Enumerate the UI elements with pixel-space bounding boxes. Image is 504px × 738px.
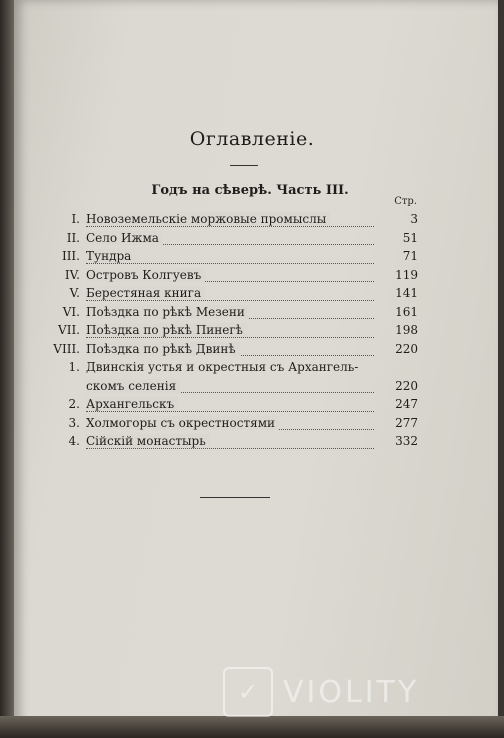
toc-entry-number: IV. <box>64 267 80 282</box>
toc-entry <box>44 321 418 340</box>
title-divider <box>230 165 258 166</box>
toc-entry-number: 3. <box>68 415 80 430</box>
table-of-contents <box>44 210 418 451</box>
toc-entry <box>44 358 418 377</box>
toc-entry-title: скомъ селенія <box>86 379 180 393</box>
toc-entry-page: 247 <box>395 397 418 411</box>
toc-entry-number: 4. <box>68 434 80 448</box>
toc-entry-title: Тундра <box>86 249 135 263</box>
toc-entry-continuation <box>44 377 418 396</box>
toc-entry <box>44 247 418 266</box>
toc-entry-title: Островъ Колгуевъ <box>86 268 205 282</box>
toc-entry-title: Берестяная книга <box>86 286 205 300</box>
book-bottom-edge <box>0 716 504 738</box>
toc-entry <box>44 340 418 359</box>
toc-entry-title: Новоземельскіе моржовые промыслы <box>86 212 330 226</box>
toc-entry-page: 119 <box>395 267 418 282</box>
toc-entry <box>44 303 418 322</box>
toc-entry-number: V. <box>69 286 80 300</box>
toc-entry-page: 51 <box>402 230 418 245</box>
toc-entry-number: VIII. <box>53 341 80 356</box>
toc-entry-title: Холмогоры съ окрестностями <box>86 416 279 430</box>
toc-entry-title: Сійскій монастырь <box>86 434 210 448</box>
toc-entry-page: 332 <box>395 434 418 448</box>
toc-entry-title: Поѣздка по рѣкѣ Пинегѣ <box>86 323 247 337</box>
book-spine-edge <box>0 0 14 738</box>
toc-entry-page: 141 <box>395 286 418 300</box>
toc-entry-title: Поѣздка по рѣкѣ Мезени <box>86 305 249 319</box>
toc-entry-number: VII. <box>58 323 80 337</box>
toc-entry-number: 2. <box>68 397 80 411</box>
page-column-header: Стр. <box>394 196 417 207</box>
toc-entry-page: 161 <box>395 304 418 319</box>
toc-entry-title: Поѣздка по рѣкѣ Двинѣ <box>86 342 240 356</box>
toc-entry-page: 198 <box>395 323 418 337</box>
toc-entry <box>44 210 418 229</box>
section-end-divider <box>200 497 270 498</box>
watermark <box>223 667 419 717</box>
watermark-text: VIOLITY <box>283 674 420 710</box>
toc-entry <box>44 395 418 414</box>
toc-entry <box>44 229 418 248</box>
toc-entry-title: Двинскія устья и окрестныя съ Архангель- <box>86 360 359 374</box>
toc-entry-number: I. <box>71 212 80 226</box>
toc-entry-number: VI. <box>62 304 80 319</box>
toc-entry-number: III. <box>61 249 80 263</box>
toc-entry <box>44 432 418 451</box>
toc-entry-page: 277 <box>395 415 418 430</box>
page-title: Оглавленіе. <box>189 128 315 150</box>
toc-entry-page: 220 <box>395 341 418 356</box>
toc-entry-page: 220 <box>395 378 418 393</box>
toc-entry <box>44 284 418 303</box>
part-subtitle: Годъ на сѣверѣ. Часть III. <box>151 183 349 198</box>
toc-entry-page: 3 <box>410 212 418 226</box>
violity-logo-icon: ✓ <box>223 667 273 717</box>
toc-entry-page: 71 <box>402 249 418 263</box>
toc-entry <box>44 414 418 433</box>
toc-entry <box>44 266 418 285</box>
toc-entry-number: II. <box>66 230 80 245</box>
toc-entry-number: 1. <box>68 360 80 374</box>
toc-entry-title: Архангельскъ <box>86 397 178 411</box>
toc-entry-title: Село Ижма <box>86 231 163 245</box>
